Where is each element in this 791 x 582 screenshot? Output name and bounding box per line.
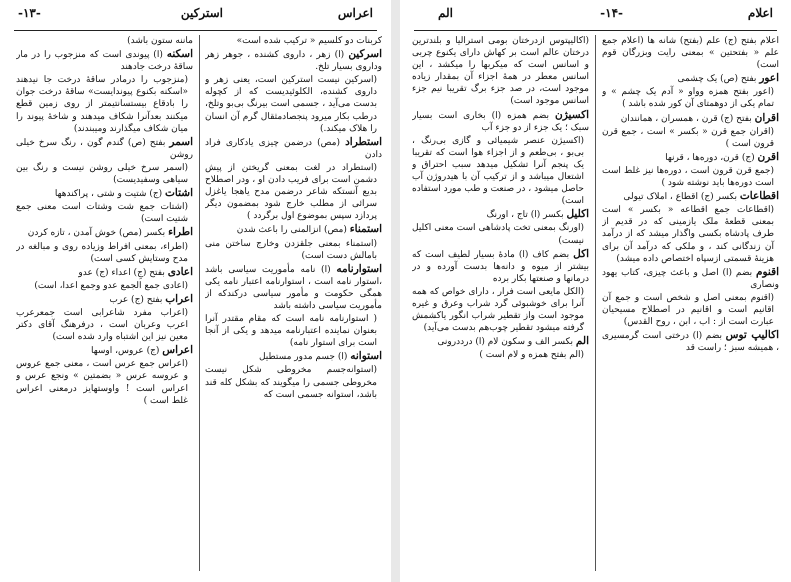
entry-text: (اکسیژن عنصر شیمیائی و گازی بی‌رنگ ، بی‌بو ، بی‌طعم و از اجزاء هوا است که تقریبا یک پنجم آنرا تشکیل میدهد سبب احتراق و اشتعال میباشد و از ترکیب آن با هیدروژن آب حاصل میشود ، در صنعت و طب مورد استفاده است) [412,135,584,207]
entry-note [205,313,382,349]
entry-headword: اکالیپ توس [725,329,779,342]
entry-text: (اسرکین نیست استرکین است، یعنی زهر و داروی کشنده، الکلوئیدیست که از کچوله بدست می‌آید ، جسمی است بیرنگ بی‌بو وتلخ، درطب بکار میرود پنجصادمثقال گرم آن انسان را هلاک میکند.) [205,75,377,134]
dictionary-entry [602,151,779,164]
dictionary-entry [16,187,193,200]
entry-text: ( استوارنامه نامه است که مقام مقتدر آنرا بعنوان نماینده اعتبارنامه میدهد و یکی از آنجا است برای استوار نامه) [205,314,377,349]
entry-text: (ا) نامه مأموریت سیاسی باشد ،استوار نامه است ، استوارنامه اعتبار نامه یکی همگی حکومت و مأمور سیاسی درکندکه از مأموریت سیاسی داشته باشد [205,264,382,311]
entry-text: (اورنگ بمعنی تخت پادشاهی است معنی اکلیل نیست) [412,223,584,246]
dictionary-entry [412,109,589,134]
page-header [18,6,373,26]
entry-note [412,135,589,208]
entry-text: (استطراد در لغت بمعنی گریختن از پیش دشمن است برای فریب دادن او ، ودر اصطلاح بدیع آنستکه شاعر درضمن مدح یاهجا یاغزل سرائی از مطلب خارج شود بمضمون دیگر پردازد سپس بموضوع اول برگردد ) [205,162,377,222]
entry-note [16,307,193,343]
right-page [400,0,791,582]
header-rule [414,30,777,31]
entry-text: کربنات دو کلسیم « ترکیب شده است» [236,36,382,46]
entry-note [16,241,193,265]
dictionary-entry [602,329,779,354]
entry-text: (اقران جمع قرن « بکسر » است ، جمع قرن قرون است ) [602,126,774,149]
entry-text: ماننه ستون باشد) [127,36,193,46]
entry-note [16,162,193,186]
entry-text: (ا) جسم مدور مستطیل [258,352,348,363]
column-outer [16,35,193,571]
left-page [0,0,391,582]
header-center-word: استرکین [180,6,223,20]
entry-headword: اکل [573,247,589,260]
entry-text: (اطراء، بمعنی افراط وزیاده روی و مبالغه در مدح وستایش کسی است) [16,241,188,264]
dictionary-entry [412,335,589,348]
book-gutter [391,0,400,582]
entry-text: (منزجوب را درمادر ساقهٔ درخت جا نیدهند «اسکنه بکنوع پیوندایست» ساقهٔ درخت جوان را بادقاع بیستسانتیمتر از روی زمین قطع میکنند بعدآنرا شکاف میدهند و شاخهٔ پیوند را میان شکاف میگذارند ومیبندند) [16,75,188,134]
dictionary-entry [205,223,382,236]
entry-text: بفتح (ص) یک چشمی [677,74,757,85]
dictionary-entry [16,136,193,161]
entry-note [602,126,779,150]
entry-text: اعلام بفتح (ج) علم (بفتح) شانه ها (اعلام جمع علم « بفتحتین » بمعنی رایت وبزرگان قوم است) [602,36,779,71]
entry-note [205,35,382,47]
entry-note [16,358,193,406]
entry-text: (ج) شتیت و شتی ، پراکندهها [54,189,163,200]
entry-note [602,35,779,71]
entry-headword: اقنوم [755,265,779,278]
entry-text: (اعراب مفرد شاعرابی است جمعرعرب اعرب وعربان است ، درفرهنگ آقای دکتر معین نیز این اشتباه وارد شده است) [16,307,188,343]
dictionary-entry [205,48,382,73]
entry-text: (جمع قرن قرون است ، دوره‌ها نیز غلط است است دوره‌ها باید نوشته شود ) [602,165,774,189]
entry-text: (مص) انزالمنی را باعث شدن [236,225,347,236]
column-inner [205,35,382,571]
entry-text: بضم (ا) درختی است گرمسیری ، همیشه سبز ؛ راست قد [602,331,779,354]
dictionary-entry [205,263,382,312]
entry-text: (اقنوم بمعنی اصل و شخص است و جمع آن اقانیم است و اقانیم در اصطلاح مسیحیان عبارت است از : اب ، ابن ، روح القدس) [602,292,774,328]
entry-text: بضم (ا) اصل و باعث چیزی، کتاب یهود ونصاری [602,267,779,290]
entry-text: بفتح (ج) قرن ، همسران ، همانندان [620,113,752,124]
entry-headword: استمناء [349,223,382,236]
entry-text: (استمناء بمعنی جلقزدن وخارج ساختن منی بامالش دست است) [205,238,377,261]
entry-headword: اقران [754,111,779,124]
entry-note [412,222,589,246]
entry-text: (اسمر سرخ خیلی روشن نیست و رنگ بین سیاهی وسفیدیست) [16,162,188,186]
entry-headword: اعراب [165,292,193,305]
entry-headword: اطراء [168,226,193,239]
entry-note [205,162,382,222]
dictionary-entry [602,190,779,203]
column-divider [595,35,596,571]
entry-headword: اشتات [165,187,193,200]
entry-text: بضم همزه (ا) بخاری است بسیار سبک ؛ یک جزء از دو جزء آب [412,110,589,133]
entry-note [205,364,382,400]
column-divider [199,35,200,571]
entry-headword: استطراد [345,135,382,148]
entry-note [16,280,193,292]
entry-headword: اعادی [167,265,193,278]
entry-text: بکسر الف و سکون لام (ا) درددرونی [437,337,574,348]
header-page-number: -۱۳- [18,6,41,20]
header-outer-word: اعراس [337,6,373,20]
header-outer-word: اعلام [747,6,773,20]
entry-text: بکسر (مص) خوش آمدن ، تازه کردن [27,228,166,239]
column-outer [602,35,779,571]
dictionary-entry [602,72,779,85]
dictionary-entry [16,48,193,73]
entry-text: بفتح (جِ) اعداء (ج) عدو [78,267,165,278]
page-header [418,6,773,26]
entry-text: (اعادی جمع الجمع عدو وجمع اعدا، است) [34,280,188,291]
entry-text: (اکالیپتوس ازدرختان بومی استرالیا و بلندترین درختان عالم است بر کهاش دارای یکنوع چربی و اسانس است که میکربها را میکشد ، این اسانس معطر در همهٔ اجزاء آن بمقدار زیاده موجود است، در صد جزء برگ تقریبا نیم جزء اسانس موجود است) [412,36,589,107]
dictionary-entry [205,350,382,363]
dictionary-entry [602,112,779,125]
entry-text: (ج) قرن، دوره‌ها ، قرنها [665,152,755,163]
entry-note [205,74,382,134]
entry-text: (اقطاعات جمع اقطاعه « بکسر » است بمعنی قطعهٔ ملک یازمینی که در قدیم از طرف پادشاه بکسی واگذار میشد که از درآمد آن زندگانی کند ، و ملکی که درآمد آن برای هزینهٔ قسمتی ازسپاه اختصاص داده میشد) [602,205,774,264]
entry-headword: اسکنه [166,48,193,61]
entry-text: بضم کاف (ا) مادهٔ بسیار لطیف است که بیشتر از میوه و دانه‌ها بدست آورده و در درمانها و صنعتها بکار برده [412,249,589,284]
entry-note [602,292,779,328]
entry-text: (اعور بفتح همزه وواو « آدم یک چشم » و تمام یکی از دوهمتای آن کور شده باشد ) [602,87,774,110]
header-rule [14,30,377,31]
dictionary-entry [16,226,193,239]
dictionary-entry [205,136,382,161]
dictionary-entry [412,248,589,285]
entry-text: بفتح (ج) عرب [109,294,163,305]
entry-note [602,204,779,264]
entry-text: (ج) عروس، اوسها [91,346,160,357]
entry-text: (ا) پیوندی است که منزجوب را در مار ساقهٔ درخت جادهند [16,50,193,73]
entry-text: بکسر (ا) تاج ، اورنگ [486,210,564,221]
entry-text: (استوانه‌جسم مخروطی شکل نیست مخروطی جسمی را میگویند که بشکل کله قند باشد، استوانه جسمی است که [205,365,377,400]
entry-note [412,286,589,334]
entry-note [602,165,779,189]
column-inner [412,35,589,571]
entry-text: (الکل مایعی است فرار ، دارای خواص که همه آنرا برای خوشبوئی گرد شراب وعرق و غیره موجود است واز تقطیر شراب انگور یاکشمش گرفته میشود تقطیر چوب‌هم بدست می‌آید) [412,286,584,334]
header-page-number: -۱۴- [600,6,623,20]
entry-text: بفتح (ص) گندم گون ، رنگ سرخ خیلی روشن [16,137,193,160]
entry-headword: اکسیژن [555,108,589,121]
entry-headword: اقرن [757,150,779,163]
dictionary-entry [412,208,589,221]
entry-note [16,35,193,47]
entry-headword: استوارنامه [336,262,382,275]
entry-text: (مص) درضمن چیزی یادکاری فراد دادن [205,137,382,160]
entry-headword: اقطاعات [739,190,779,203]
entry-note [412,349,589,361]
entry-text: (ا) زهر ، داروی کشنده ، جوهر زهر وداروی بسیار تلخ. [205,50,382,73]
dictionary-entry [16,344,193,357]
entry-headword: اکلیل [566,208,589,221]
entry-headword: استوانه [350,350,382,363]
entry-headword: اعور [759,72,779,85]
dictionary-entry [16,293,193,306]
entry-headword: اعراس [162,344,193,357]
dictionary-entry [16,266,193,279]
entry-headword: اسمر [169,135,193,148]
entry-note [16,74,193,134]
header-center-word: الم [438,6,453,20]
entry-text: (اعراس جمع عرس است ، معنی جمع عروس و عروسه عرس « بضمتین » ونجع عرس و اعراس است ! واوستهایز درمعنی اعراس غلط است ) [16,359,188,406]
entry-headword: الم [575,335,589,348]
entry-text: بکسر (ج) اقطاع ، املاک تیولی [623,192,738,203]
entry-text: (اشتات جمع شت وشتات است معنی جمع شتیت است) [16,202,188,225]
entry-note [205,238,382,262]
entry-note [16,201,193,225]
entry-note [602,86,779,110]
entry-note [412,35,589,108]
dictionary-entry [602,266,779,291]
entry-text: (الم بفتح همزه و لام است ) [479,350,584,361]
entry-headword: اسرکین [348,48,382,61]
